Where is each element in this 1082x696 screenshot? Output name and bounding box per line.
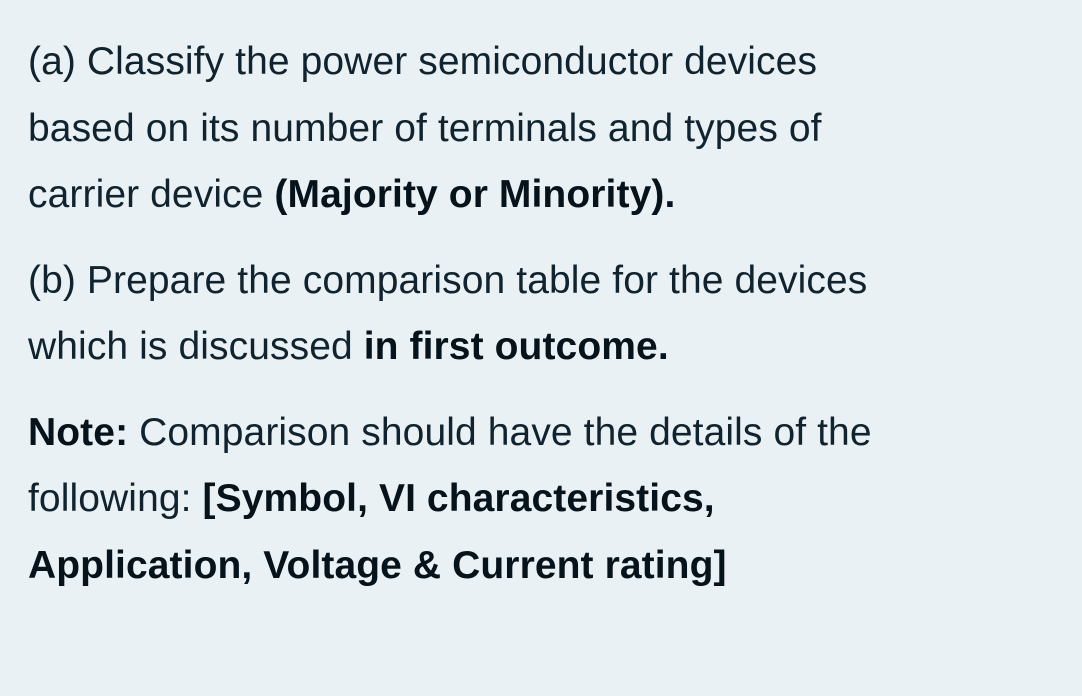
note-line-2-prefix: following:	[28, 477, 203, 520]
comparison-details-emphasis-part-1: [Symbol, VI characteristics,	[202, 477, 715, 520]
note-line-1-text: Comparison should have the details of the	[128, 410, 872, 454]
part-b-line-1: (b) Prepare the comparison table for the devices	[28, 258, 868, 302]
paragraph-spacing-b-note	[28, 381, 1082, 400]
note-label: Note:	[28, 410, 129, 454]
part-a-line-3-prefix: carrier device	[28, 173, 275, 216]
note-line-2	[28, 466, 1082, 533]
first-outcome-emphasis: in first outcome.	[363, 325, 669, 368]
part-b-line-2	[28, 314, 1082, 381]
question-part-b	[28, 248, 1082, 381]
note-line-1	[28, 400, 1082, 467]
part-a-line-3	[28, 162, 1082, 229]
part-b-line-2-prefix: which is discussed	[28, 325, 364, 368]
comparison-details-emphasis-part-2: Application, Voltage & Current rating]	[28, 543, 727, 587]
part-a-line-1: (a) Classify the power semiconductor devices	[28, 40, 818, 83]
part-a-line-2: based on its number of terminals and types of	[28, 106, 822, 150]
paragraph-spacing-a-b	[28, 229, 1082, 248]
question-note	[28, 400, 1082, 600]
carrier-type-emphasis: (Majority or Minority).	[274, 173, 676, 216]
question-part-a	[28, 29, 1082, 229]
note-line-3	[28, 533, 1082, 600]
